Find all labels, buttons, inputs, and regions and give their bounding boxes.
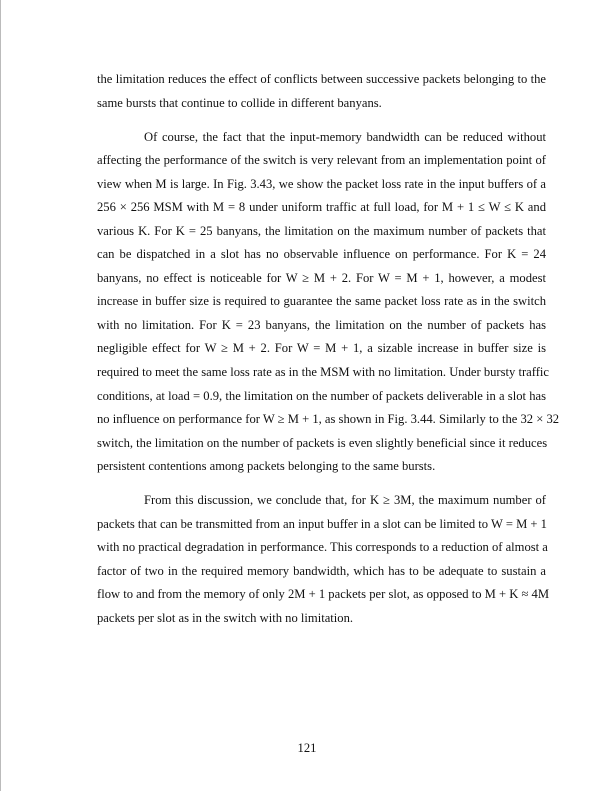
- text-line: factor of two in the required memory bandwidth, which has to be adequate to sustain a: [97, 564, 546, 578]
- text-line: From this discussion, we conclude that, for K ≥ 3M, the maximum number of: [144, 493, 546, 507]
- text-line: the limitation reduces the effect of conflicts between successive packets belonging to the: [97, 72, 546, 86]
- text-line: flow to and from the memory of only 2M + 1 packets per slot, as opposed to M + K ≈ 4M: [97, 587, 550, 601]
- text-line: increase in buffer size is required to guarantee the same packet loss rate as in the switch: [97, 294, 546, 308]
- text-line: with no practical degradation in performance. This corresponds to a reduction of almost a: [97, 540, 548, 554]
- page-number: 121: [297, 741, 317, 755]
- text-line: no influence on performance for W ≥ M + 1, as shown in Fig. 3.44. Similarly to the 32 × 32: [97, 412, 560, 426]
- text-line: view when M is large. In Fig. 3.43, we show the packet loss rate in the input buffers of a: [97, 177, 546, 191]
- text-line: Of course, the fact that the input-memory bandwidth can be reduced without: [144, 130, 546, 144]
- text-line: persistent contentions among packets belonging to the same bursts.: [97, 459, 436, 473]
- text-line: with no limitation. For K = 23 banyans, the limitation on the number of packets has: [97, 318, 546, 332]
- text-line: can be dispatched in a slot has no observable influence on performance. For K = 24: [97, 247, 546, 261]
- text-line: packets per slot as in the switch with no limitation.: [97, 611, 354, 625]
- text-line: negligible effect for W ≥ M + 2. For W = M + 1, a sizable increase in buffer size is: [97, 341, 546, 355]
- text-line: required to meet the same loss rate as in the MSM with no limitation. Under bursty traffic: [97, 365, 549, 379]
- text-line: same bursts that continue to collide in different banyans.: [97, 96, 382, 110]
- text-line: switch, the limitation on the number of packets is even slightly beneficial since it reduces: [97, 436, 548, 450]
- text-line: packets that can be transmitted from an input buffer in a slot can be limited to W = M + 1: [97, 517, 547, 531]
- text-line: affecting the performance of the switch is very relevant from an implementation point of: [97, 153, 546, 167]
- text-line: 256 × 256 MSM with M = 8 under uniform traffic at full load, for M + 1 ≤ W ≤ K and: [97, 200, 546, 214]
- text-line: various K. For K = 25 banyans, the limitation on the maximum number of packets that: [97, 224, 546, 238]
- text-line: conditions, at load = 0.9, the limitation on the number of packets deliverable in a slot has: [97, 389, 546, 403]
- text-line: banyans, no effect is noticeable for W ≥ M + 2. For W = M + 1, however, a modest: [97, 271, 546, 285]
